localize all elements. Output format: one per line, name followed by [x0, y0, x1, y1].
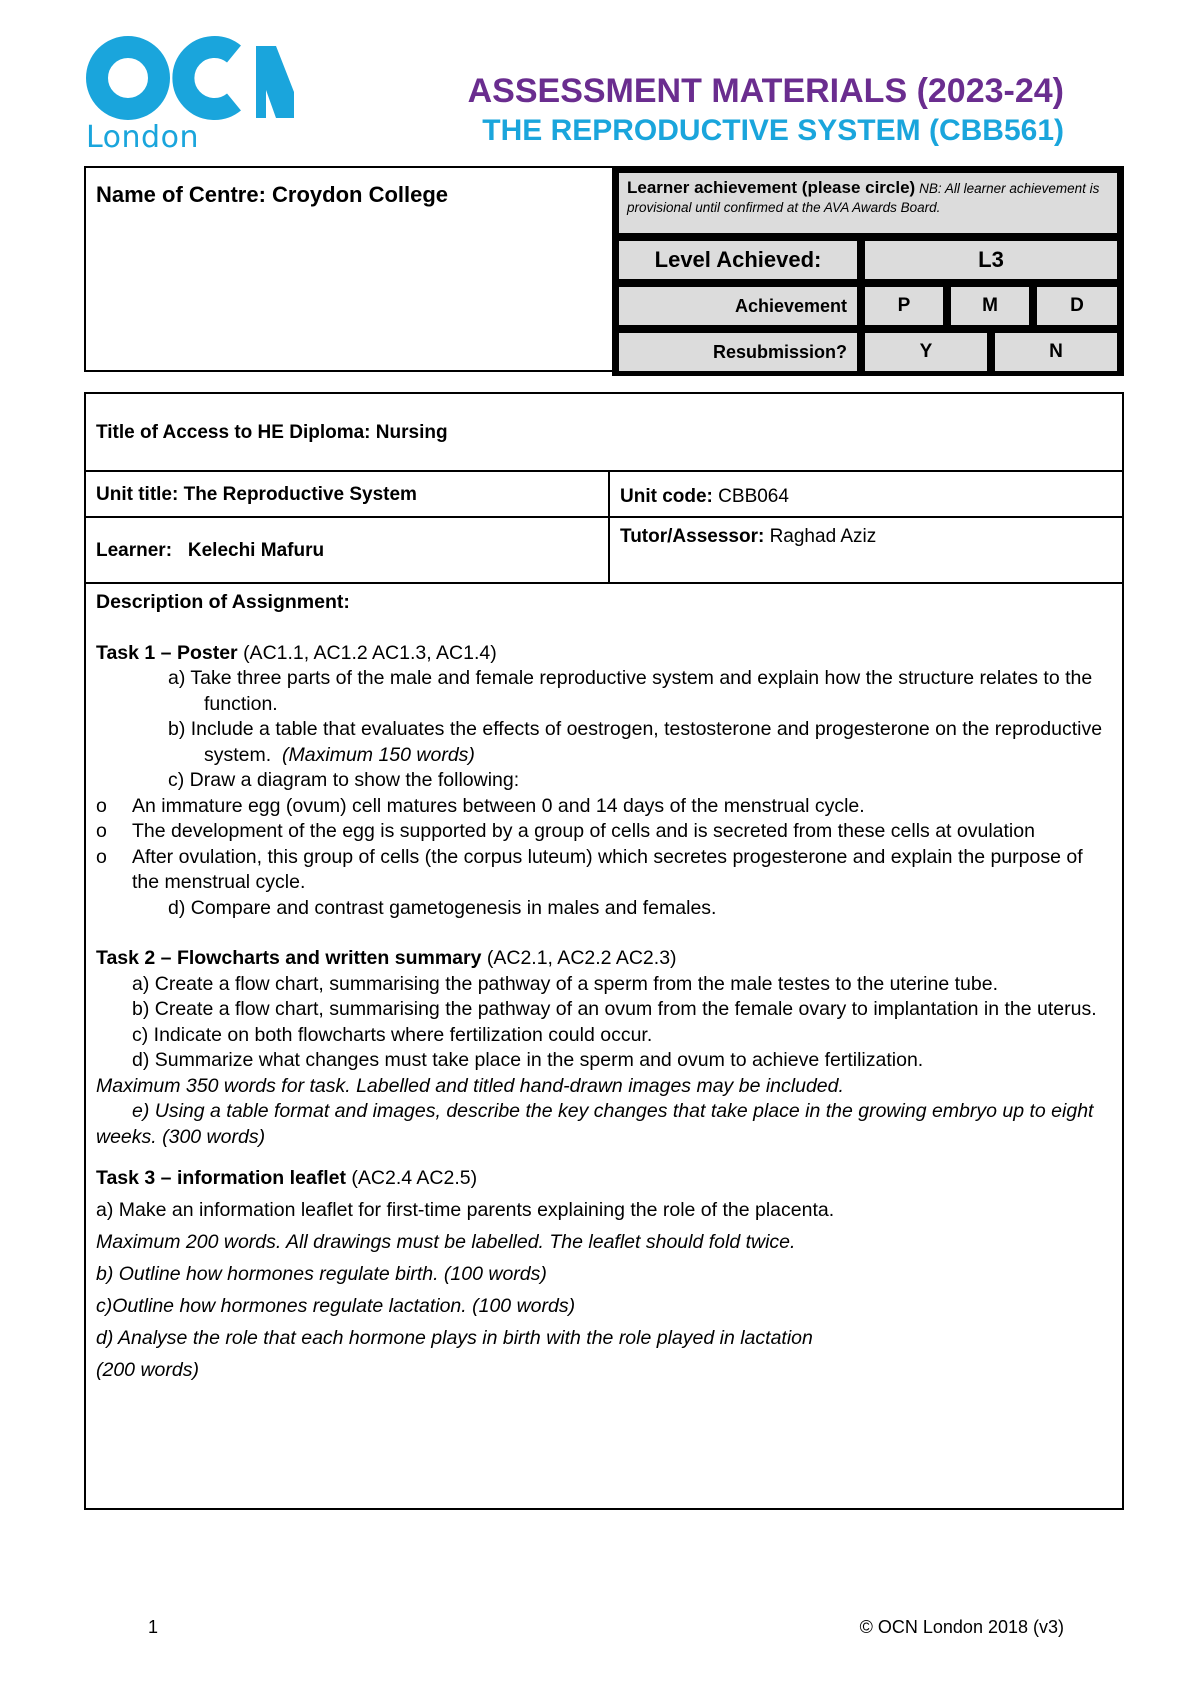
task1-title: Task 1 – Poster — [96, 641, 238, 664]
task1-bullet-1: o An immature egg (ovum) cell matures between 0 and 14 days of the menstrual cycle. — [96, 794, 1112, 820]
task2-item-c: c) Indicate on both flowcharts where fertilization could occur. — [132, 1023, 653, 1046]
tutor — [620, 526, 876, 548]
page-subtitle: THE REPRODUCTIVE SYSTEM (CBB561) — [482, 114, 1064, 147]
achievement-label: Achievement — [734, 295, 847, 316]
level-value-cell[interactable] — [864, 240, 1118, 280]
tutor-label: Tutor/Assessor: — [620, 526, 765, 547]
unit-code-label: Unit code: — [620, 486, 713, 507]
learner-achievement-cell — [618, 172, 1118, 234]
tutor-name: Raghad Aziz — [769, 526, 877, 547]
bullet-circle-icon: o — [96, 820, 107, 842]
resubmission-yes: Y — [919, 341, 933, 362]
task3-item-c: c)Outline how hormones regulate lactation. (100 words) — [96, 1295, 576, 1317]
task3-item-d-note: (200 words) — [96, 1359, 199, 1381]
task1-item-b-note: (Maximum 150 words) — [282, 743, 475, 766]
grade-panel — [612, 166, 1124, 376]
diploma-title: Title of Access to HE Diploma: Nursing — [96, 422, 448, 443]
grade-m: M — [982, 295, 998, 316]
centre-name: Name of Centre: Croydon College — [96, 182, 449, 207]
task3-item-a: a) Make an information leaflet for first-time parents explaining the role of the placenta. — [96, 1199, 835, 1221]
resubmission-label-cell — [618, 332, 858, 372]
task2-item-b: b) Create a flow chart, summarising the pathway of an ovum from the female ovary to implantation in the uterus. — [132, 998, 1097, 1020]
task2-title: Task 2 – Flowcharts and written summary — [96, 947, 482, 969]
assignment-description — [96, 590, 1112, 1386]
grade-p: P — [897, 295, 911, 316]
task2-item-a: a) Create a flow chart, summarising the pathway of a sperm from the male testes to the uterine tube. — [132, 972, 998, 995]
grade-d: D — [1070, 295, 1084, 316]
task1-criteria: (AC1.1, AC1.2 AC1.3, AC1.4) — [243, 641, 497, 664]
resubmission-label: Resubmission? — [712, 341, 847, 362]
task2-item-d: d) Summarize what changes must take place in the sperm and ovum to achieve fertilization. — [132, 1049, 924, 1071]
task3-title: Task 3 – information leaflet — [96, 1167, 346, 1189]
unit-code — [620, 486, 789, 508]
task3-item-b: b) Outline how hormones regulate birth. (100 words) — [96, 1263, 547, 1285]
level-label: Level Achieved: — [654, 247, 822, 272]
task3-item-d: d) Analyse the role that each hormone plays in birth with the role played in lactation — [96, 1327, 813, 1349]
grade-p-cell[interactable] — [864, 286, 944, 326]
learner-label: Learner: — [96, 540, 173, 561]
copyright: © OCN London 2018 (v3) — [859, 1617, 1064, 1637]
description-heading: Description of Assignment: — [96, 591, 350, 613]
level-label-cell — [618, 240, 858, 280]
resubmission-yes-cell[interactable] — [864, 332, 988, 372]
learner — [96, 540, 324, 562]
task1-item-b — [96, 717, 1112, 768]
bullet-circle-icon: o — [96, 794, 107, 817]
task3 — [96, 1162, 1112, 1386]
task1-item-d: d) Compare and contrast gametogenesis in males and females. — [168, 896, 717, 919]
learner-name: Kelechi Mafuru — [187, 540, 325, 561]
task1-item-c: c) Draw a diagram to show the following: — [168, 769, 520, 791]
learner-achievement-note: NB: All learner achievement is provisional until confirmed at the AVA Awards Board. — [627, 181, 1100, 215]
assignment-table — [84, 392, 1124, 1510]
resubmission-no: N — [1049, 341, 1063, 362]
task2-limit: Maximum 350 words for task. Labelled and titled hand-drawn images may be included. — [96, 1074, 844, 1097]
page-number: 1 — [148, 1617, 159, 1637]
task1-title-line — [96, 641, 1112, 667]
resubmission-no-cell[interactable] — [994, 332, 1118, 372]
grade-m-cell[interactable] — [950, 286, 1030, 326]
task1-item-b-text: b) Include a table that evaluates the effects of oestrogen, testosterone and progesterone on the reproductive system. — [168, 718, 1103, 766]
task1-bullet-2: o The development of the egg is supported by a group of cells and is secreted from these cells at ovulation — [96, 819, 1112, 845]
task3-title-line — [96, 1162, 1112, 1194]
task2-criteria: (AC2.1, AC2.2 AC2.3) — [486, 947, 677, 969]
achievement-label-cell — [618, 286, 858, 326]
logo-subtext: London — [86, 120, 199, 155]
page-title: ASSESSMENT MATERIALS (2023-24) — [467, 72, 1064, 110]
learner-achievement-label: Learner achievement (please circle) — [627, 178, 916, 197]
task3-criteria: (AC2.4 AC2.5) — [351, 1167, 478, 1189]
task1-item-a: a) Take three parts of the male and female reproductive system and explain how the structure relates to the function. — [168, 667, 1093, 715]
task1-bullet-3: o After ovulation, this group of cells (the corpus luteum) which secretes progesterone and explain the purpose of the menstrual cycle. — [96, 845, 1083, 893]
bullet-circle-icon: o — [96, 845, 107, 868]
task2-title-line — [96, 946, 1112, 972]
level-value: L3 — [978, 247, 1004, 272]
task2-item-e: e) Using a table format and images, describe the key changes that take place in the growing embryo up to eight weeks. (300 words) — [96, 1100, 1094, 1148]
task3-item-a-note: Maximum 200 words. All drawings must be labelled. The leaflet should fold twice. — [96, 1231, 796, 1253]
unit-code-value: CBB064 — [718, 486, 789, 507]
centre-box — [84, 166, 616, 372]
unit-title: Unit title: The Reproductive System — [96, 484, 417, 505]
grade-d-cell[interactable] — [1036, 286, 1118, 326]
